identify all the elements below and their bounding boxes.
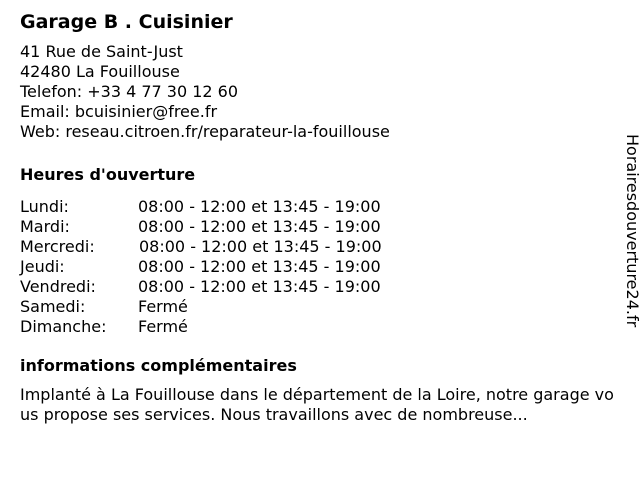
- day-label: Jeudi:: [20, 257, 65, 276]
- day-label: Mercredi:: [20, 237, 95, 256]
- site-watermark: Horairesdouverture24.fr: [623, 134, 642, 328]
- hours-row-friday: [20, 277, 620, 297]
- hours-row-tuesday: [20, 217, 620, 237]
- time-value: 08:00 - 12:00 et 13:45 - 19:00: [138, 257, 381, 276]
- phone-line: Telefon: +33 4 77 30 12 60: [20, 82, 239, 101]
- time-value: Fermé: [138, 297, 188, 316]
- time-value: 08:00 - 12:00 et 13:45 - 19:00: [138, 217, 381, 236]
- hours-row-wednesday: [20, 237, 620, 257]
- hours-row-monday: [20, 197, 620, 217]
- address-line-city: 42480 La Fouillouse: [20, 62, 180, 81]
- hours-row-thursday: [20, 257, 620, 277]
- opening-hours-heading: Heures d'ouverture: [20, 165, 196, 184]
- business-name: Garage B . Cuisinier: [20, 11, 233, 33]
- time-value: 08:00 - 12:00 et 13:45 - 19:00: [139, 237, 382, 256]
- time-value: 08:00 - 12:00 et 13:45 - 19:00: [138, 277, 381, 296]
- time-value: 08:00 - 12:00 et 13:45 - 19:00: [138, 197, 381, 216]
- day-label: Mardi:: [20, 217, 70, 236]
- additional-info-heading: informations complémentaires: [20, 356, 297, 375]
- website-line: Web: reseau.citroen.fr/reparateur-la-fouillouse: [20, 122, 390, 141]
- email-line: Email: bcuisinier@free.fr: [20, 102, 218, 121]
- day-label: Samedi:: [20, 297, 86, 316]
- day-label: Lundi:: [20, 197, 69, 216]
- address-line-street: 41 Rue de Saint-Just: [20, 42, 183, 61]
- hours-row-saturday: [20, 297, 620, 317]
- business-card: [20, 8, 620, 425]
- time-value: Fermé: [138, 317, 188, 336]
- day-label: Vendredi:: [20, 277, 96, 296]
- additional-info-text: Implanté à La Fouillouse dans le département de la Loire, notre garage vous propose ses services. Nous travaillons avec de nombreuse...: [20, 385, 614, 424]
- hours-row-sunday: [20, 317, 620, 337]
- day-label: Dimanche:: [20, 317, 107, 336]
- opening-hours-table: [20, 197, 620, 337]
- contact-block: [20, 42, 620, 142]
